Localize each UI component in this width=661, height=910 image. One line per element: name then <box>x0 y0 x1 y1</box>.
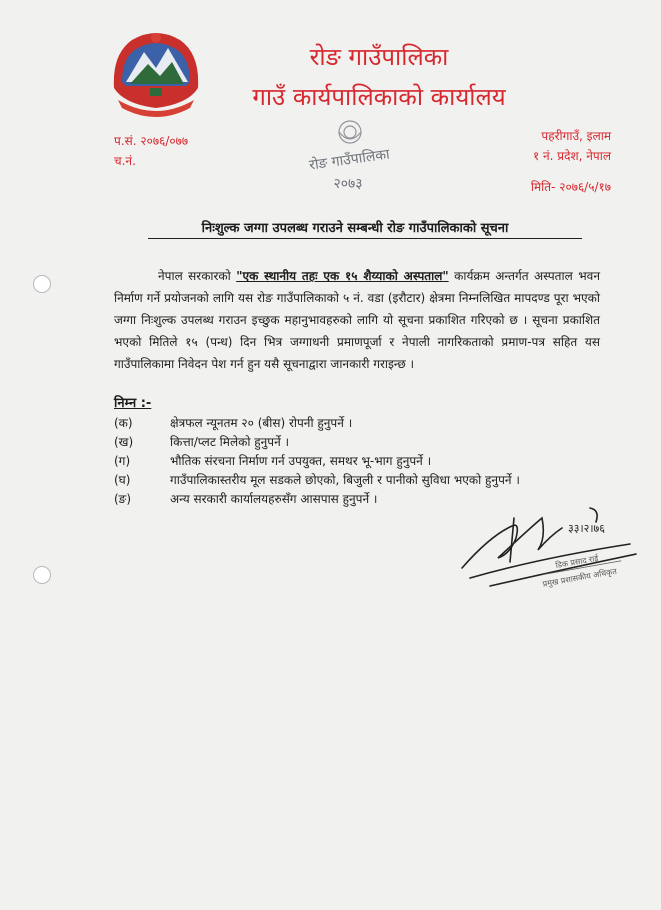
criteria-text: क्षेत्रफल न्यूनतम २० (बीस) रोपनी हुनुपर्ने । <box>170 416 353 430</box>
seal-year: २०७३ <box>333 176 363 192</box>
notice-body <box>114 265 600 375</box>
criteria-text: गाउँपालिकास्तरीय मूल सडकले छोएको, बिजुली र पानीको सुविधा भएको हुनुपर्ने । <box>170 473 520 487</box>
body-intro: नेपाल सरकारको <box>158 269 237 283</box>
seal-text: रोङ गाउँपालिका <box>308 146 391 174</box>
nepal-emblem-icon <box>108 30 204 122</box>
criteria-mark: (ख) <box>114 435 134 449</box>
dispatch-number: च.नं. <box>114 154 136 168</box>
subject-underline <box>148 238 582 239</box>
notice-subject: निःशुल्क जग्गा उपलब्ध गराउने सम्बन्धी रोङ गाउँपालिकाको सूचना <box>201 221 509 236</box>
criteria-title: निम्न :- <box>114 396 152 411</box>
signatory-name: डिक प्रसाद राई <box>554 553 599 571</box>
address-line-1: पहरीगाउँ, इलाम <box>541 129 611 143</box>
signature-date: ३३।२।७६ <box>568 522 605 535</box>
criteria-item <box>114 452 600 471</box>
criteria-item <box>114 433 600 452</box>
criteria-mark: (क) <box>114 416 133 430</box>
criteria-text: अन्य सरकारी कार्यालयहरुसँग आसपास हुनुपर्ने । <box>170 492 378 506</box>
office-name: रोङ गाउँपालिका <box>309 43 449 71</box>
office-seal-stamp <box>290 116 410 198</box>
criteria-mark: (घ) <box>114 473 131 487</box>
body-details: कार्यक्रम अन्तर्गत अस्पताल भवन निर्माण गर्ने प्रयोजनको लागि यस रोङ गाउँपालिकाको ५ नं. वडा (इरौटार) क्षेत्रमा निम्नलिखित मापदण्ड पूरा भएको जग्गा निःशुल्क उपलब्ध गराउन इच्छुक महानुभावहरुको लागि यो सूचना प्रकाशित गरिएको छ । सूचना प्रकाशित भएको मितिले १५ (पन्ध) दिन भित्र जग्गाधनी प्रमाणपूर्जा र नेपाली नागरिकताको प्रमाण-पत्र सहित यस गाउँपालिकामा निवेदन पेश गर्न हुन यसै सूचनाद्वारा जानकारी गराइन्छ । <box>114 269 600 371</box>
office-subtitle: गाउँ कार्यपालिकाको कार्यालय <box>252 83 506 111</box>
signature-block <box>450 488 650 618</box>
criteria-item <box>114 414 600 433</box>
program-name: "एक स्थानीय तहः एक १५ शैय्याको अस्पताल" <box>236 269 449 283</box>
criteria-mark: (ग) <box>114 454 131 468</box>
criteria-mark: (ङ) <box>114 492 132 506</box>
criteria-text: कित्ता/प्लट मिलेको हुनुपर्ने । <box>170 435 290 449</box>
punch-hole <box>33 566 51 584</box>
address-line-2: १ नं. प्रदेश, नेपाल <box>532 149 611 163</box>
signatory-title: प्रमुख प्रशासकीय अधिकृत <box>541 566 618 589</box>
criteria-text: भौतिक संरचना निर्माण गर्न उपयुक्त, समथर भू-भाग हुनुपर्ने । <box>170 454 432 468</box>
punch-hole <box>33 275 51 293</box>
reference-number: प.सं. २०७६/०७७ <box>114 134 189 148</box>
notice-date: मिति- २०७६/५/१७ <box>530 180 611 194</box>
